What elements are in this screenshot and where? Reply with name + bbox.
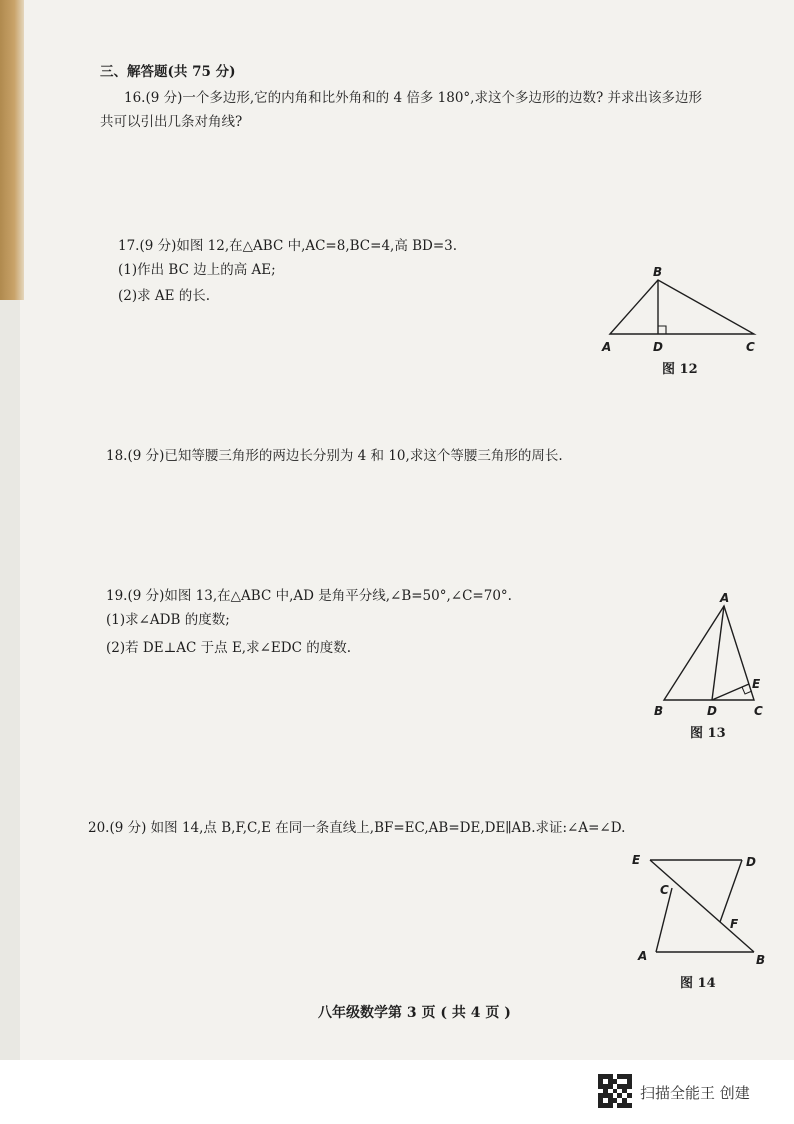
- q19-text: 19.(9 分)如图 13,在△ABC 中,AD 是角平分线,∠B=50°,∠C=70°.: [106, 588, 512, 604]
- page-footer: 八年级数学第 3 页 ( 共 4 页 ): [318, 1005, 511, 1021]
- fig12-label-b: B: [653, 265, 663, 279]
- fig13-label-a: A: [720, 591, 730, 605]
- fig13-label-c: C: [754, 704, 763, 718]
- fig12-label-c: C: [746, 340, 755, 354]
- q19-part2: (2)若 DE⊥AC 于点 E,求∠EDC 的度数.: [106, 640, 351, 656]
- q20-text: 20.(9 分) 如图 14,点 B,F,C,E 在同一条直线上,BF=EC,AB=DE,DE∥AB.求证:∠A=∠D.: [88, 820, 626, 836]
- fig13-label-b: B: [654, 704, 664, 718]
- q19-part1: (1)求∠ADB 的度数;: [106, 612, 230, 628]
- fig14-label-a: A: [638, 949, 648, 963]
- q16-text-cont: 共可以引出几条对角线?: [100, 114, 243, 130]
- figure-14-diagram: [626, 848, 776, 970]
- page-binding-edge: [0, 0, 24, 300]
- figure-13-caption: 图 13: [690, 726, 726, 741]
- scanner-watermark: 扫描全能王 创建: [640, 1084, 750, 1102]
- fig12-label-a: A: [602, 340, 612, 354]
- fig14-label-d: D: [746, 855, 756, 869]
- q17-text: 17.(9 分)如图 12,在△ABC 中,AC=8,BC=4,高 BD=3.: [118, 238, 458, 254]
- q18-text: 18.(9 分)已知等腰三角形的两边长分别为 4 和 10,求这个等腰三角形的周长.: [106, 448, 563, 464]
- fig13-label-d: D: [707, 704, 717, 718]
- qr-code-icon: [598, 1074, 632, 1108]
- q17-part2: (2)求 AE 的长.: [118, 288, 211, 304]
- q16-text: 16.(9 分)一个多边形,它的内角和比外角和的 4 倍多 180°,求这个多边形的边数? 并求出该多边形: [124, 90, 702, 106]
- fig14-label-e: E: [632, 853, 641, 867]
- figure-12-diagram: [596, 262, 766, 354]
- q17-part1: (1)作出 BC 边上的高 AE;: [118, 262, 276, 278]
- fig12-label-d: D: [653, 340, 663, 354]
- section-title: 三、解答题(共 75 分): [100, 64, 236, 80]
- figure-13-diagram: [650, 588, 770, 720]
- fig13-label-e: E: [752, 677, 761, 691]
- fig14-label-c: C: [660, 883, 669, 897]
- figure-14-caption: 图 14: [680, 976, 716, 991]
- fig14-label-b: B: [756, 953, 766, 967]
- figure-12-caption: 图 12: [662, 362, 698, 377]
- fig14-label-f: F: [730, 917, 739, 931]
